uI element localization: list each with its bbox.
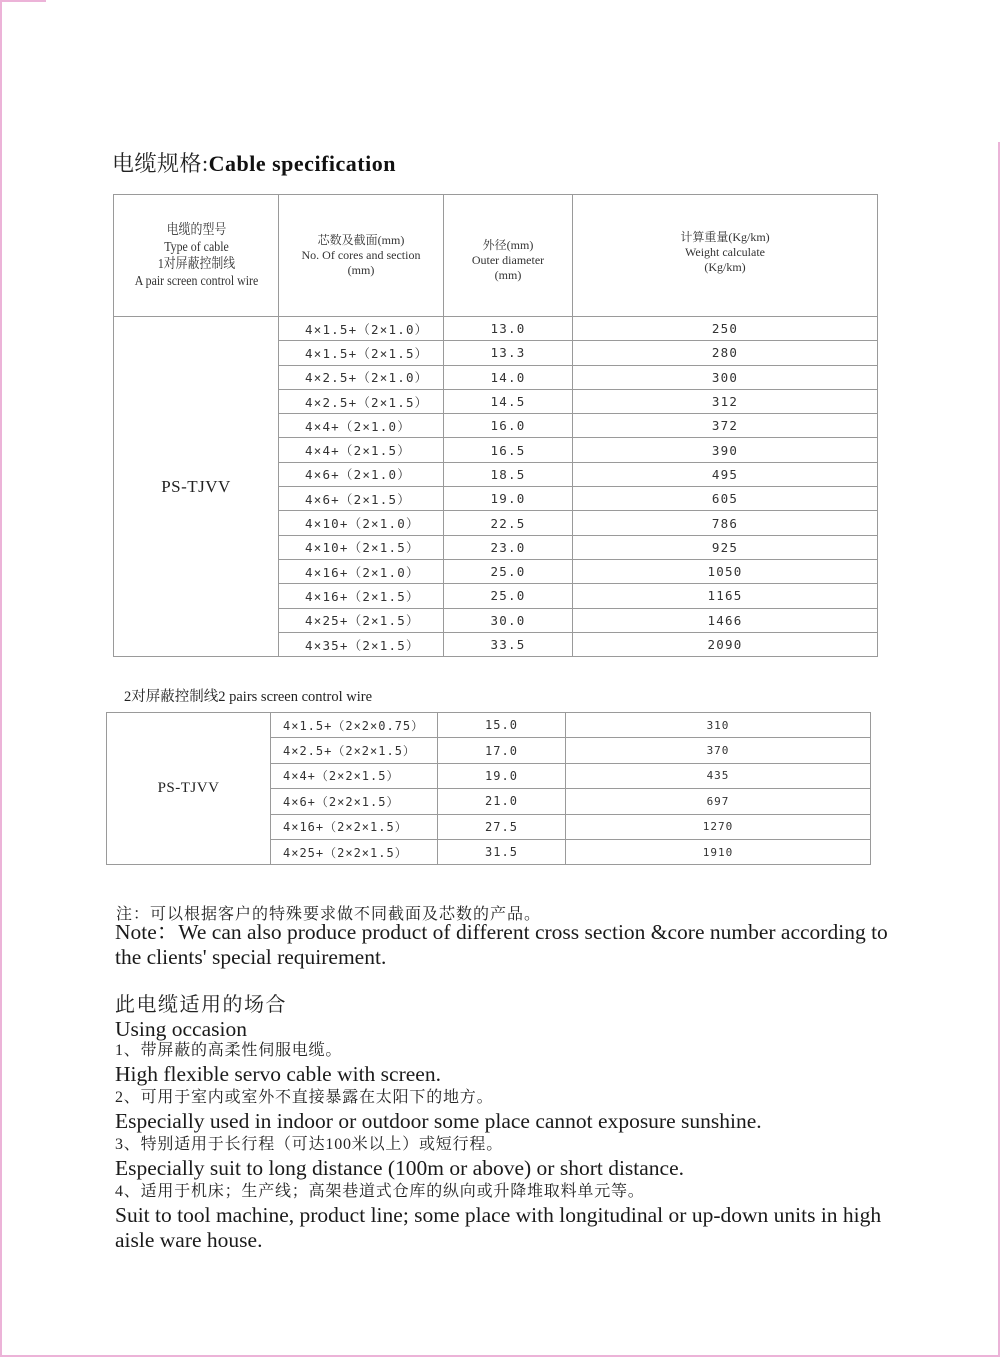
core-section-cell: 4×1.5+（2×2×0.75） [271,713,438,738]
outer-diameter-cell: 14.5 [444,389,573,413]
header-line: No. Of cores and section [301,248,421,262]
header-line: (mm) [494,268,522,282]
page-title-cn: 电缆规格: [112,151,209,176]
header-line: Outer diameter [471,253,545,267]
header-line: A pair screen control wire [134,273,258,289]
weight-cell: 435 [566,763,871,788]
core-section-cell: 4×6+（2×1.0） [279,462,444,486]
header-line: 1对屏蔽控制线 [157,256,235,272]
usage-item-en: Especially suit to long distance (100m or above) or short distance. [115,1156,685,1180]
outer-diameter-cell: 23.0 [444,535,573,559]
page-frame-top [0,0,46,2]
cable-model-cell: PS-TJVV [114,317,279,657]
outer-diameter-cell: 19.0 [438,763,566,788]
weight-cell: 1165 [573,584,878,608]
outer-diameter-cell: 27.5 [438,814,566,839]
spec-table-single-pair [113,194,878,657]
outer-diameter-cell: 17.0 [438,738,566,763]
spec-table-two-pairs [106,712,871,865]
core-section-cell: 4×4+（2×1.5） [279,438,444,462]
core-section-cell: 4×10+（2×1.0） [279,511,444,535]
outer-diameter-cell: 31.5 [438,839,566,864]
weight-cell: 1050 [573,559,878,583]
header-cores-section [279,195,444,317]
weight-cell: 1466 [573,608,878,632]
weight-cell: 280 [573,341,878,365]
outer-diameter-cell: 19.0 [444,487,573,511]
header-line: 计算重量(Kg/km) [680,230,770,244]
header-weight [573,195,878,317]
page-frame-left [0,0,2,1357]
outer-diameter-cell: 18.5 [444,462,573,486]
core-section-cell: 4×4+（2×1.0） [279,414,444,438]
weight-cell: 697 [566,789,871,814]
core-section-cell: 4×1.5+（2×1.5） [279,341,444,365]
outer-diameter-cell: 15.0 [438,713,566,738]
header-line: (mm) [347,263,375,277]
table2-caption: 2对屏蔽控制线2 pairs screen control wire [124,689,373,705]
header-line: 芯数及截面(mm) [317,233,405,247]
weight-cell: 372 [573,414,878,438]
usage-heading-cn: 此电缆适用的场合 [115,994,287,1016]
core-section-cell: 4×25+（2×1.5） [279,608,444,632]
outer-diameter-cell: 22.5 [444,511,573,535]
header-line: 电缆的型号 [166,222,226,238]
core-section-cell: 4×16+（2×1.0） [279,559,444,583]
core-section-cell: 4×16+（2×2×1.5） [271,814,438,839]
header-line: Type of cable [163,239,229,255]
outer-diameter-cell: 13.0 [444,317,573,341]
header-cable-type [126,195,266,317]
weight-cell: 925 [573,535,878,559]
core-section-cell: 4×4+（2×2×1.5） [271,763,438,788]
usage-section [115,993,895,1253]
outer-diameter-cell: 25.0 [444,559,573,583]
table-row [107,713,871,738]
weight-cell: 390 [573,438,878,462]
outer-diameter-cell: 25.0 [444,584,573,608]
core-section-cell: 4×2.5+（2×1.5） [279,389,444,413]
usage-item-cn: 1、带屏蔽的高柔性伺服电缆。 [115,1042,343,1059]
usage-item-cn: 3、特别适用于长行程（可达100米以上）或短行程。 [115,1136,504,1153]
page-title [112,147,396,178]
weight-cell: 495 [573,462,878,486]
core-section-cell: 4×25+（2×2×1.5） [271,839,438,864]
weight-cell: 300 [573,365,878,389]
core-section-cell: 4×10+（2×1.5） [279,535,444,559]
weight-cell: 310 [566,713,871,738]
weight-cell: 312 [573,389,878,413]
weight-cell: 1270 [566,814,871,839]
core-section-cell: 4×6+（2×1.5） [279,487,444,511]
header-outer-diameter [444,195,573,317]
core-section-cell: 4×1.5+（2×1.0） [279,317,444,341]
table-header-row [114,195,878,317]
usage-item-cn: 2、可用于室内或室外不直接暴露在太阳下的地方。 [115,1089,494,1106]
weight-cell: 1910 [566,839,871,864]
outer-diameter-cell: 33.5 [444,632,573,656]
weight-cell: 2090 [573,632,878,656]
weight-cell: 786 [573,511,878,535]
note-cn: 注：可以根据客户的特殊要求做不同截面及芯数的产品。 [116,906,542,923]
outer-diameter-cell: 16.0 [444,414,573,438]
outer-diameter-cell: 14.0 [444,365,573,389]
cable-model-cell: PS-TJVV [107,713,271,865]
header-line: Weight calculate [685,245,765,259]
usage-item-en: Especially used in indoor or outdoor some place cannot exposure sunshine. [115,1109,762,1133]
usage-heading-en: Using occasion [115,1017,247,1041]
weight-cell: 370 [566,738,871,763]
header-line: 外径(mm) [482,238,534,252]
page-title-en: Cable specification [208,151,396,176]
usage-item-en: High flexible servo cable with screen. [115,1062,441,1086]
note-en: Note：We can also produce product of different cross section &core number according to the clients' special requirement. [115,920,888,969]
outer-diameter-cell: 30.0 [444,608,573,632]
weight-cell: 250 [573,317,878,341]
core-section-cell: 4×2.5+（2×1.0） [279,365,444,389]
core-section-cell: 4×35+（2×1.5） [279,632,444,656]
table-row [114,317,878,341]
core-section-cell: 4×6+（2×2×1.5） [271,789,438,814]
header-line: (Kg/km) [704,260,746,274]
core-section-cell: 4×16+（2×1.5） [279,584,444,608]
outer-diameter-cell: 16.5 [444,438,573,462]
outer-diameter-cell: 13.3 [444,341,573,365]
weight-cell: 605 [573,487,878,511]
outer-diameter-cell: 21.0 [438,789,566,814]
core-section-cell: 4×2.5+（2×2×1.5） [271,738,438,763]
usage-item-en: Suit to tool machine, product line; some place with longitudinal or up-down units in high aisle ware house. [115,1203,882,1252]
usage-item-cn: 4、适用于机床；生产线；高架巷道式仓库的纵向或升降堆取料单元等。 [115,1183,645,1200]
